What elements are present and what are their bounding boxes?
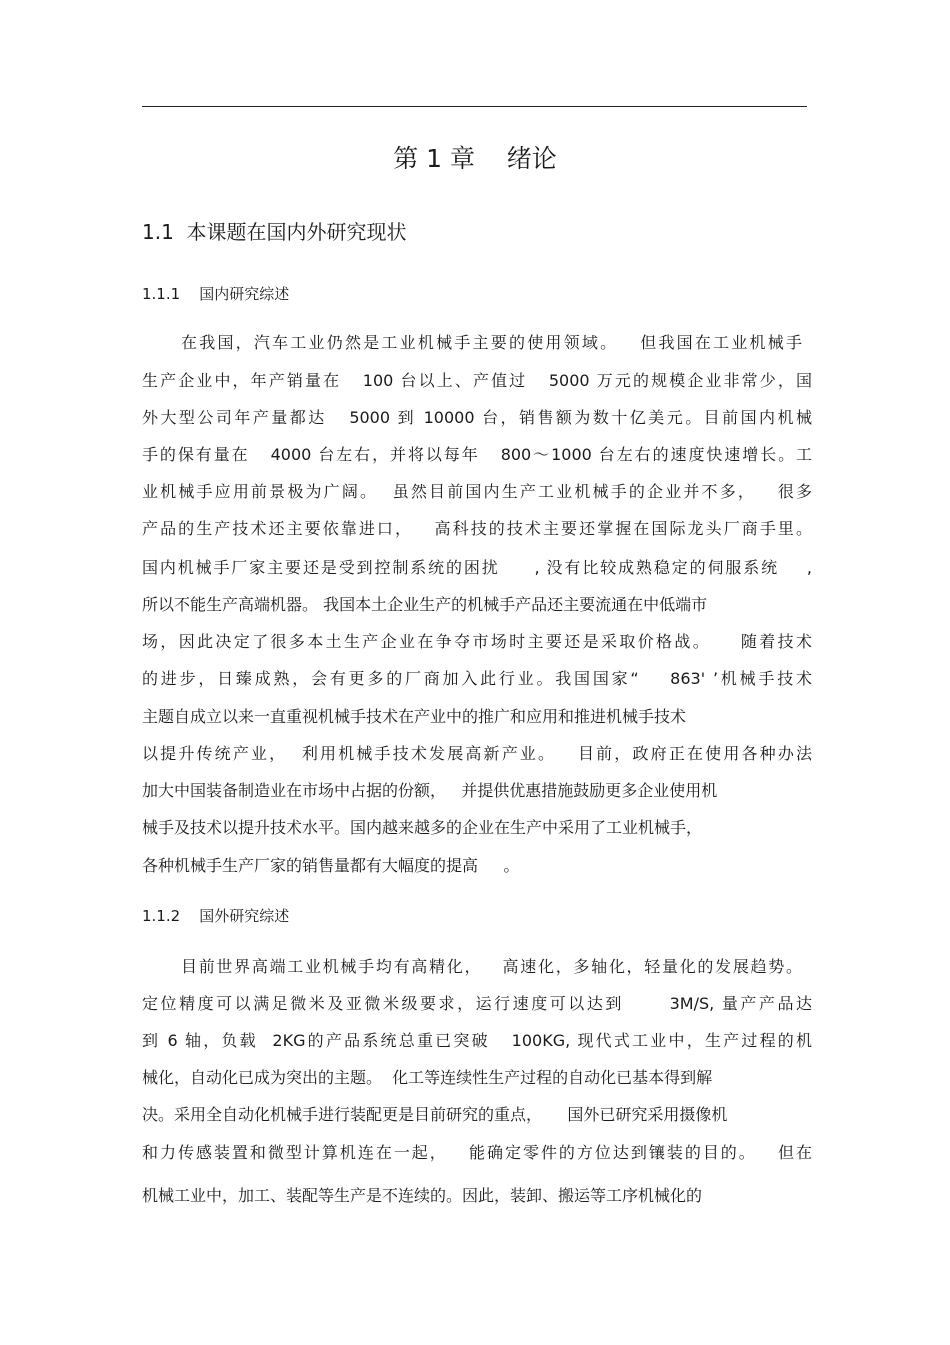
- paragraph-line: 手的保有量在 4000 台左右，并将以每年 800～1000 台左右的速度快速增长。工: [142, 445, 812, 464]
- paragraph-line: 到 6 轴，负载 2KG的产品系统总重已突破 100KG, 现代式工业中，生产过程的机: [142, 1031, 812, 1050]
- paragraph-line: 决。采用全自动化机械手进行装配更是目前研究的重点， 国外已研究采用摄像机: [142, 1105, 728, 1124]
- paragraph-line: 定位精度可以满足微米及亚微米级要求，运行速度可以达到 3M/S, 量产产品达: [142, 994, 812, 1013]
- paragraph-line: 生产企业中，年产销量在 100 台以上、产值过 5000 万元的规模企业非常少，国: [142, 371, 812, 390]
- paragraph-line: 机械工业中，加工、装配等生产是不连续的。因此，装卸、搬运等工序机械化的: [142, 1186, 703, 1205]
- paragraph-line: 的进步，日臻成熟，会有更多的厂商加入此行业。我国国家“ 863' ’机械手技术: [142, 669, 812, 688]
- header-rule: [142, 106, 807, 107]
- paragraph-line: 在我国，汽车工业仍然是工业机械手主要的使用领域。 但我国在工业机械手: [181, 333, 802, 352]
- chapter-title: 第 1 章 绪论: [393, 144, 557, 173]
- paragraph-line: 产品的生产技术还主要依靠进口， 高科技的技术主要还掌握在国际龙头厂商手里。: [142, 519, 812, 538]
- section-heading-1-1: 1.1 本课题在国内外研究现状: [142, 220, 407, 244]
- subsection-heading-1-1-2: 1.1.2 国外研究综述: [142, 907, 290, 925]
- paragraph-line: 和力传感装置和微型计算机连在一起， 能确定零件的方位达到镶装的目的。 但在: [142, 1143, 812, 1162]
- paragraph-line: 械手及技术以提升技术水平。国内越来越多的企业在生产中采用了工业机械手，: [142, 818, 703, 837]
- paragraph-line: 外大型公司年产量都达 5000 到 10000 台，销售额为数十亿美元。目前国内机械: [142, 408, 812, 427]
- subsection-heading-1-1-1: 1.1.1 国内研究综述: [142, 285, 290, 303]
- paragraph-line: 所以不能生产高端机器。 我国本土企业生产的机械手产品还主要流通在中低端市: [142, 595, 708, 614]
- paragraph-line: 国内机械手厂家主要还是受到控制系统的困扰 , 没有比较成熟稳定的伺服系统 ,: [142, 558, 812, 577]
- paragraph-line: 场，因此决定了很多本土生产企业在争夺市场时主要还是采取价格战。 随着技术: [142, 632, 812, 651]
- paragraph-line: 目前世界高端工业机械手均有高精化， 高速化，多轴化，轻量化的发展趋势。: [181, 957, 802, 976]
- paragraph-line: 械化，自动化已成为突出的主题。 化工等连续性生产过程的自动化已基本得到解: [142, 1068, 713, 1087]
- paragraph-line: 主题自成立以来一直重视机械手技术在产业中的推广和应用和推进机械手技术: [142, 707, 687, 726]
- paragraph-line: 业机械手应用前景极为广阔。 虽然目前国内生产工业机械手的企业并不多， 很多: [142, 482, 812, 501]
- paragraph-line: 以提升传统产业， 利用机械手技术发展高新产业。 目前，政府正在使用各种办法: [142, 744, 812, 763]
- paragraph-line: 各种机械手生产厂家的销售量都有大幅度的提高 。: [142, 856, 520, 875]
- paragraph-line: 加大中国装备制造业在市场中占据的份额， 并提供优惠措施鼓励更多企业使用机: [142, 781, 718, 800]
